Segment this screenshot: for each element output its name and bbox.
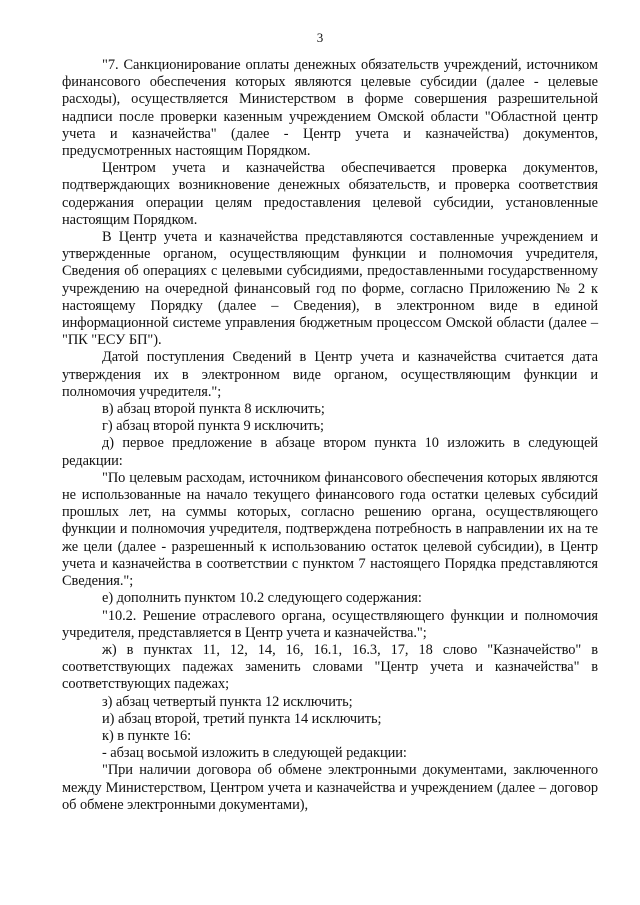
amendment-z: з) абзац четвертый пункта 12 исключить; [102,693,353,710]
page-number: 3 [316,30,324,45]
amendment-k: к) в пункте 16: [102,727,192,744]
paragraph-receipt-date: Датой поступления Сведений в Центр учета и казначейства считается дата утверждения их в электронном виде органом, осуществляющим функции и полномочия учредителя."; [62,349,598,400]
amendment-i: и) абзац второй, третий пункта 14 исключить; [102,710,382,727]
amendment-k-item: - абзац восьмой изложить в следующей редакции: [102,745,407,762]
paragraph-7-sanctioning: "7. Санкционирование оплаты денежных обязательств учреждений, источником финансового обеспечения которых являются целевые субсидии (далее - целевые расходы), осуществляется Министерством в форме совершения разрешительной надписи после проверки казенным учреждением Омской области "Областной центр учета и казначейства" (далее - Центр учета и казначейства) документов, предусмотренных настоящим Порядком. [62,57,598,160]
amendment-e: е) дополнить пунктом 10.2 следующего содержания: [102,590,422,607]
paragraph-electronic-exchange: "При наличии договора об обмене электронными документами, заключенного между Министерством, Центром учета и казначейства и учреждением (далее – договор об обмене электронными документами), [62,762,598,813]
paragraph-10-2: "10.2. Решение отраслевого органа, осуществляющего функции и полномочия учредителя, представляется в Центр учета и казначейства."; [62,607,598,641]
paragraph-verification: Центром учета и казначейства обеспечивается проверка документов, подтверждающих возникновение денежных обязательств, и проверка соответствия содержания операции целям предоставления целевой субсидии, установленные настоящим Порядком. [62,160,598,228]
amendment-d: д) первое предложение в абзаце втором пункта 10 изложить в следующей редакции: [62,435,598,469]
paragraph-information-submission: В Центр учета и казначейства представляются составленные учреждением и утвержденные органом, осуществляющим функции и полномочия учредителя, Сведения об операциях с целевыми субсидиями, предоставленными государственному учреждению на очередной финансовый год по форме, согласно Приложению № 2 к настоящему Порядку (далее – Сведения), в электронном виде в единой информационной системе управления бюджетным процессом Омской области (далее – "ПК "ЕСУ БП"). [62,229,598,349]
document-body [62,57,598,814]
paragraph-target-expenses: "По целевым расходам, источником финансового обеспечения которых являются не использованные на начало текущего финансового года остатки целевых субсидий прошлых лет, на суммы которых, согласно решению органа, осуществляющего функции и полномочия учредителя, подтверждена потребность в направлении их на те же цели (далее - разрешенный к использованию остаток целевой субсидии), в Центр учета и казначейства в соответствии с пунктом 7 настоящего Порядка представляются Сведения."; [62,469,598,590]
amendment-zh: ж) в пунктах 11, 12, 14, 16, 16.1, 16.3, 17, 18 слово "Казначейство" в соответствующих падежах заменить словами "Центр учета и казначейства" в соответствующих падежах; [62,641,598,693]
amendment-g: г) абзац второй пункта 9 исключить; [102,418,324,435]
amendment-v: в) абзац второй пункта 8 исключить; [102,401,325,418]
